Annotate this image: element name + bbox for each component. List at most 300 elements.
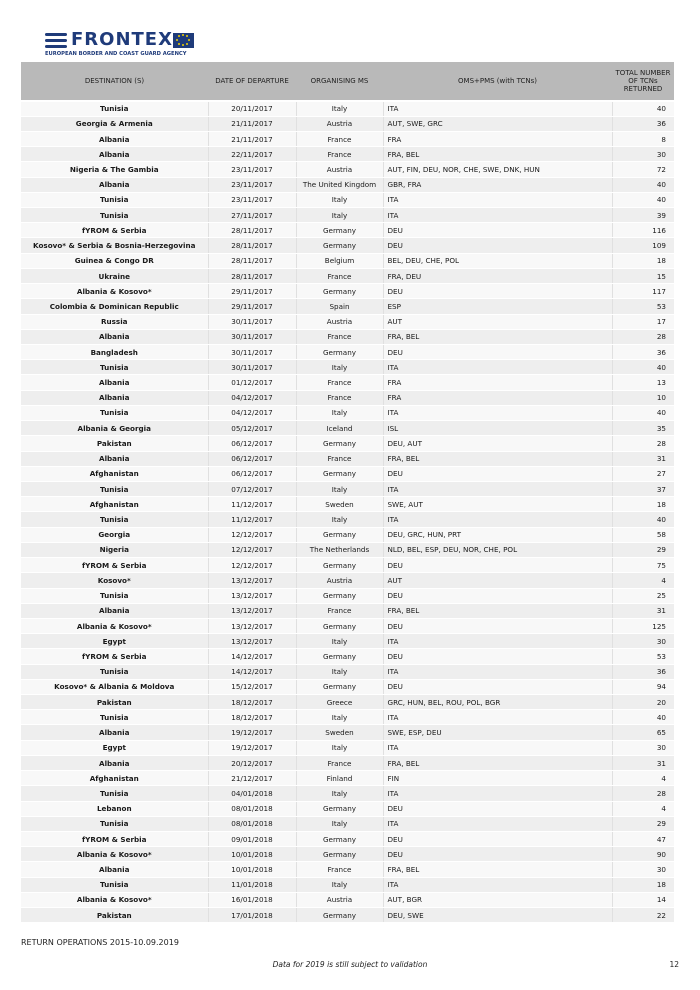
cell-oms-pms: NLD, BEL, ESP, DEU, NOR, CHE, POL [383, 542, 612, 557]
cell-date: 27/11/2017 [208, 208, 296, 223]
cell-total: 4 [612, 801, 674, 816]
cell-total: 10 [612, 390, 674, 405]
cell-destination: Georgia & Armenia [21, 116, 208, 131]
cell-oms-pms: FRA, BEL [383, 147, 612, 162]
cell-organising-ms: Germany [296, 908, 383, 923]
frontex-logo [45, 30, 205, 60]
cell-organising-ms: Finland [296, 771, 383, 786]
cell-organising-ms: France [296, 755, 383, 770]
cell-total: 72 [612, 162, 674, 177]
cell-date: 06/12/2017 [208, 451, 296, 466]
table-row [21, 679, 674, 694]
cell-destination: Albania [21, 177, 208, 192]
cell-date: 13/12/2017 [208, 634, 296, 649]
table-row [21, 147, 674, 162]
cell-destination: Kosovo* [21, 573, 208, 588]
cell-organising-ms: Austria [296, 892, 383, 907]
table-row [21, 573, 674, 588]
table-row [21, 284, 674, 299]
cell-date: 30/11/2017 [208, 329, 296, 344]
cell-oms-pms: DEU, AUT [383, 436, 612, 451]
table-row [21, 908, 674, 923]
cell-date: 19/12/2017 [208, 725, 296, 740]
cell-destination: Afghanistan [21, 497, 208, 512]
cell-total: 28 [612, 329, 674, 344]
table-row [21, 299, 674, 314]
cell-total: 4 [612, 771, 674, 786]
cell-destination: Afghanistan [21, 466, 208, 481]
cell-total: 90 [612, 847, 674, 862]
table-row [21, 345, 674, 360]
cell-date: 13/12/2017 [208, 588, 296, 603]
cell-oms-pms: DEU [383, 801, 612, 816]
cell-organising-ms: Austria [296, 573, 383, 588]
cell-organising-ms: Germany [296, 832, 383, 847]
cell-organising-ms: France [296, 451, 383, 466]
cell-destination: Albania & Kosovo* [21, 618, 208, 633]
cell-organising-ms: Italy [296, 101, 383, 116]
cell-oms-pms: ITA [383, 208, 612, 223]
cell-date: 30/11/2017 [208, 360, 296, 375]
cell-date: 11/01/2018 [208, 877, 296, 892]
cell-total: 65 [612, 725, 674, 740]
cell-date: 13/12/2017 [208, 603, 296, 618]
cell-organising-ms: Germany [296, 649, 383, 664]
cell-date: 23/11/2017 [208, 192, 296, 207]
cell-oms-pms: SWE, ESP, DEU [383, 725, 612, 740]
table-row [21, 664, 674, 679]
cell-destination: Pakistan [21, 695, 208, 710]
table-row [21, 603, 674, 618]
cell-organising-ms: Austria [296, 162, 383, 177]
cell-organising-ms: Italy [296, 634, 383, 649]
cell-date: 13/12/2017 [208, 573, 296, 588]
table-row [21, 801, 674, 816]
cell-organising-ms: Germany [296, 436, 383, 451]
table-row [21, 527, 674, 542]
cell-organising-ms: Italy [296, 405, 383, 420]
cell-total: 40 [612, 192, 674, 207]
cell-oms-pms: FRA [383, 390, 612, 405]
table-row [21, 816, 674, 831]
cell-destination: Albania [21, 451, 208, 466]
table-row [21, 360, 674, 375]
table-row [21, 740, 674, 755]
cell-destination: Egypt [21, 634, 208, 649]
cell-destination: fYROM & Serbia [21, 832, 208, 847]
cell-destination: Albania [21, 603, 208, 618]
cell-date: 14/12/2017 [208, 649, 296, 664]
cell-oms-pms: SWE, AUT [383, 497, 612, 512]
cell-organising-ms: Italy [296, 208, 383, 223]
cell-oms-pms: FRA [383, 131, 612, 146]
table-row [21, 710, 674, 725]
cell-destination: Afghanistan [21, 771, 208, 786]
cell-oms-pms: DEU [383, 466, 612, 481]
cell-organising-ms: Italy [296, 877, 383, 892]
cell-date: 21/11/2017 [208, 131, 296, 146]
table-row [21, 725, 674, 740]
cell-total: 14 [612, 892, 674, 907]
cell-destination: fYROM & Serbia [21, 223, 208, 238]
cell-total: 25 [612, 588, 674, 603]
cell-oms-pms: GBR, FRA [383, 177, 612, 192]
cell-destination: Tunisia [21, 816, 208, 831]
cell-oms-pms: AUT, BGR [383, 892, 612, 907]
cell-organising-ms: France [296, 862, 383, 877]
cell-organising-ms: Germany [296, 847, 383, 862]
cell-total: 47 [612, 832, 674, 847]
cell-oms-pms: ITA [383, 192, 612, 207]
cell-organising-ms: Germany [296, 223, 383, 238]
cell-oms-pms: ITA [383, 710, 612, 725]
cell-oms-pms: ITA [383, 360, 612, 375]
cell-date: 23/11/2017 [208, 162, 296, 177]
cell-destination: Albania [21, 329, 208, 344]
cell-destination: Albania [21, 725, 208, 740]
cell-destination: Tunisia [21, 192, 208, 207]
column-header-total: TOTAL NUMBER OF TCNs RETURNED [612, 62, 674, 101]
cell-date: 12/12/2017 [208, 527, 296, 542]
table-row [21, 847, 674, 862]
cell-date: 28/11/2017 [208, 268, 296, 283]
page-number: 12 [669, 960, 679, 969]
cell-oms-pms: ITA [383, 512, 612, 527]
cell-date: 13/12/2017 [208, 618, 296, 633]
table-row [21, 162, 674, 177]
cell-total: 31 [612, 755, 674, 770]
cell-organising-ms: Germany [296, 527, 383, 542]
table-row [21, 832, 674, 847]
cell-destination: Nigeria [21, 542, 208, 557]
cell-destination: Tunisia [21, 360, 208, 375]
cell-date: 29/11/2017 [208, 299, 296, 314]
cell-organising-ms: France [296, 268, 383, 283]
cell-date: 28/11/2017 [208, 223, 296, 238]
cell-date: 28/11/2017 [208, 253, 296, 268]
table-row [21, 314, 674, 329]
cell-organising-ms: Spain [296, 299, 383, 314]
cell-total: 37 [612, 481, 674, 496]
cell-oms-pms: DEU [383, 679, 612, 694]
cell-organising-ms: Italy [296, 192, 383, 207]
cell-total: 20 [612, 695, 674, 710]
cell-total: 58 [612, 527, 674, 542]
frontex-wave-icon [45, 33, 67, 49]
cell-organising-ms: Germany [296, 284, 383, 299]
cell-organising-ms: Italy [296, 664, 383, 679]
cell-destination: Tunisia [21, 101, 208, 116]
footer-validation-note: Data for 2019 is still subject to validation [272, 960, 428, 969]
cell-oms-pms: DEU [383, 223, 612, 238]
cell-date: 06/12/2017 [208, 436, 296, 451]
cell-oms-pms: DEU [383, 238, 612, 253]
table-row [21, 116, 674, 131]
cell-total: 22 [612, 908, 674, 923]
cell-date: 07/12/2017 [208, 481, 296, 496]
cell-oms-pms: FIN [383, 771, 612, 786]
cell-destination: Tunisia [21, 664, 208, 679]
cell-oms-pms: DEU, SWE [383, 908, 612, 923]
cell-date: 23/11/2017 [208, 177, 296, 192]
table-row [21, 512, 674, 527]
table-row [21, 436, 674, 451]
cell-date: 04/01/2018 [208, 786, 296, 801]
cell-organising-ms: Greece [296, 695, 383, 710]
table-row [21, 421, 674, 436]
column-header-organising-ms: ORGANISING MS [296, 62, 383, 101]
cell-destination: Ukraine [21, 268, 208, 283]
cell-date: 18/12/2017 [208, 695, 296, 710]
cell-destination: fYROM & Serbia [21, 558, 208, 573]
cell-date: 21/12/2017 [208, 771, 296, 786]
cell-organising-ms: Italy [296, 816, 383, 831]
cell-organising-ms: France [296, 375, 383, 390]
footer-doc-title: RETURN OPERATIONS 2015-10.09.2019 [21, 938, 179, 947]
cell-oms-pms: ITA [383, 816, 612, 831]
cell-total: 36 [612, 664, 674, 679]
cell-total: 18 [612, 877, 674, 892]
cell-destination: Kosovo* & Albania & Moldova [21, 679, 208, 694]
cell-organising-ms: Italy [296, 786, 383, 801]
table-row [21, 268, 674, 283]
cell-oms-pms: ITA [383, 634, 612, 649]
cell-destination: Colombia & Dominican Republic [21, 299, 208, 314]
table-row [21, 877, 674, 892]
cell-organising-ms: Germany [296, 345, 383, 360]
cell-date: 04/12/2017 [208, 405, 296, 420]
column-header-oms-pms: OMS+PMS (with TCNs) [383, 62, 612, 101]
cell-oms-pms: ISL [383, 421, 612, 436]
cell-total: 75 [612, 558, 674, 573]
cell-date: 08/01/2018 [208, 801, 296, 816]
table-row [21, 405, 674, 420]
table-row [21, 177, 674, 192]
cell-oms-pms: FRA, BEL [383, 603, 612, 618]
cell-date: 17/01/2018 [208, 908, 296, 923]
cell-organising-ms: Austria [296, 116, 383, 131]
cell-total: 40 [612, 101, 674, 116]
table-row [21, 481, 674, 496]
table-row [21, 192, 674, 207]
cell-oms-pms: DEU [383, 588, 612, 603]
cell-oms-pms: GRC, HUN, BEL, ROU, POL, BGR [383, 695, 612, 710]
cell-organising-ms: Italy [296, 512, 383, 527]
column-header-destination: DESTINATION (S) [21, 62, 208, 101]
cell-total: 31 [612, 603, 674, 618]
cell-oms-pms: ITA [383, 664, 612, 679]
cell-oms-pms: DEU [383, 618, 612, 633]
table-row [21, 208, 674, 223]
cell-total: 18 [612, 497, 674, 512]
cell-organising-ms: Germany [296, 801, 383, 816]
cell-total: 13 [612, 375, 674, 390]
cell-organising-ms: Italy [296, 481, 383, 496]
cell-oms-pms: FRA [383, 375, 612, 390]
cell-destination: fYROM & Serbia [21, 649, 208, 664]
cell-organising-ms: Germany [296, 588, 383, 603]
cell-destination: Tunisia [21, 588, 208, 603]
cell-destination: Albania & Kosovo* [21, 847, 208, 862]
cell-organising-ms: Iceland [296, 421, 383, 436]
cell-destination: Tunisia [21, 786, 208, 801]
cell-organising-ms: France [296, 390, 383, 405]
cell-total: 40 [612, 512, 674, 527]
cell-organising-ms: France [296, 603, 383, 618]
cell-date: 01/12/2017 [208, 375, 296, 390]
cell-oms-pms: FRA, BEL [383, 862, 612, 877]
cell-destination: Pakistan [21, 436, 208, 451]
cell-total: 17 [612, 314, 674, 329]
cell-organising-ms: Germany [296, 558, 383, 573]
cell-destination: Tunisia [21, 405, 208, 420]
column-header-date: DATE OF DEPARTURE [208, 62, 296, 101]
cell-destination: Albania [21, 131, 208, 146]
table-row [21, 634, 674, 649]
return-operations-table [21, 62, 674, 923]
cell-date: 10/01/2018 [208, 862, 296, 877]
cell-total: 36 [612, 116, 674, 131]
cell-organising-ms: France [296, 147, 383, 162]
logo-subtitle: EUROPEAN BORDER AND COAST GUARD AGENCY [45, 51, 187, 57]
cell-date: 20/12/2017 [208, 755, 296, 770]
cell-date: 30/11/2017 [208, 314, 296, 329]
cell-destination: Albania & Georgia [21, 421, 208, 436]
cell-oms-pms: ITA [383, 405, 612, 420]
cell-oms-pms: DEU [383, 345, 612, 360]
cell-oms-pms: ITA [383, 740, 612, 755]
table-row [21, 862, 674, 877]
cell-date: 15/12/2017 [208, 679, 296, 694]
cell-total: 28 [612, 436, 674, 451]
table-row [21, 542, 674, 557]
cell-total: 30 [612, 147, 674, 162]
cell-oms-pms: AUT, FIN, DEU, NOR, CHE, SWE, DNK, HUN [383, 162, 612, 177]
cell-date: 10/01/2018 [208, 847, 296, 862]
cell-organising-ms: Sweden [296, 725, 383, 740]
cell-total: 30 [612, 862, 674, 877]
cell-total: 18 [612, 253, 674, 268]
cell-total: 27 [612, 466, 674, 481]
table-row [21, 451, 674, 466]
cell-oms-pms: DEU [383, 847, 612, 862]
logo-wordmark: FRONTEX [71, 29, 173, 50]
cell-oms-pms: ITA [383, 481, 612, 496]
table-row [21, 497, 674, 512]
table-row [21, 238, 674, 253]
cell-oms-pms: ITA [383, 786, 612, 801]
cell-destination: Albania [21, 147, 208, 162]
cell-destination: Albania & Kosovo* [21, 284, 208, 299]
cell-date: 05/12/2017 [208, 421, 296, 436]
table-row [21, 755, 674, 770]
cell-organising-ms: Belgium [296, 253, 383, 268]
cell-total: 116 [612, 223, 674, 238]
table-row [21, 588, 674, 603]
cell-total: 28 [612, 786, 674, 801]
cell-destination: Pakistan [21, 908, 208, 923]
cell-date: 16/01/2018 [208, 892, 296, 907]
cell-oms-pms: FRA, DEU [383, 268, 612, 283]
table-row [21, 892, 674, 907]
cell-date: 19/12/2017 [208, 740, 296, 755]
cell-organising-ms: Germany [296, 238, 383, 253]
cell-organising-ms: Germany [296, 466, 383, 481]
cell-oms-pms: ITA [383, 877, 612, 892]
cell-oms-pms: FRA, BEL [383, 329, 612, 344]
table-row [21, 101, 674, 116]
cell-total: 40 [612, 405, 674, 420]
cell-organising-ms: Austria [296, 314, 383, 329]
cell-destination: Bangladesh [21, 345, 208, 360]
cell-total: 29 [612, 816, 674, 831]
cell-oms-pms: DEU [383, 558, 612, 573]
table-row [21, 223, 674, 238]
cell-destination: Albania [21, 375, 208, 390]
cell-total: 53 [612, 299, 674, 314]
cell-total: 30 [612, 740, 674, 755]
table-row [21, 618, 674, 633]
cell-destination: Albania & Kosovo* [21, 892, 208, 907]
cell-date: 14/12/2017 [208, 664, 296, 679]
cell-oms-pms: DEU, GRC, HUN, PRT [383, 527, 612, 542]
cell-total: 125 [612, 618, 674, 633]
cell-total: 35 [612, 421, 674, 436]
cell-total: 40 [612, 360, 674, 375]
cell-oms-pms: BEL, DEU, CHE, POL [383, 253, 612, 268]
cell-date: 09/01/2018 [208, 832, 296, 847]
table-header-row [21, 62, 674, 101]
cell-organising-ms: Sweden [296, 497, 383, 512]
cell-date: 11/12/2017 [208, 497, 296, 512]
cell-organising-ms: Italy [296, 360, 383, 375]
cell-total: 4 [612, 573, 674, 588]
cell-destination: Tunisia [21, 481, 208, 496]
table-row [21, 649, 674, 664]
cell-oms-pms: ITA [383, 101, 612, 116]
table-row [21, 695, 674, 710]
cell-oms-pms: DEU [383, 649, 612, 664]
cell-total: 29 [612, 542, 674, 557]
cell-destination: Kosovo* & Serbia & Bosnia-Herzegovina [21, 238, 208, 253]
table-row [21, 329, 674, 344]
cell-oms-pms: DEU [383, 284, 612, 299]
cell-total: 109 [612, 238, 674, 253]
cell-destination: Tunisia [21, 208, 208, 223]
cell-destination: Albania [21, 862, 208, 877]
cell-destination: Tunisia [21, 512, 208, 527]
table-row [21, 771, 674, 786]
table-row [21, 558, 674, 573]
cell-oms-pms: DEU [383, 832, 612, 847]
cell-destination: Albania [21, 755, 208, 770]
cell-date: 12/12/2017 [208, 542, 296, 557]
cell-organising-ms: The United Kingdom [296, 177, 383, 192]
cell-oms-pms: ESP [383, 299, 612, 314]
cell-date: 06/12/2017 [208, 466, 296, 481]
cell-total: 40 [612, 710, 674, 725]
cell-total: 53 [612, 649, 674, 664]
cell-destination: Lebanon [21, 801, 208, 816]
eu-flag-icon [173, 33, 194, 48]
cell-oms-pms: AUT, SWE, GRC [383, 116, 612, 131]
table-row [21, 375, 674, 390]
cell-oms-pms: FRA, BEL [383, 755, 612, 770]
cell-total: 8 [612, 131, 674, 146]
cell-organising-ms: Germany [296, 618, 383, 633]
table-row [21, 131, 674, 146]
cell-destination: Nigeria & The Gambia [21, 162, 208, 177]
